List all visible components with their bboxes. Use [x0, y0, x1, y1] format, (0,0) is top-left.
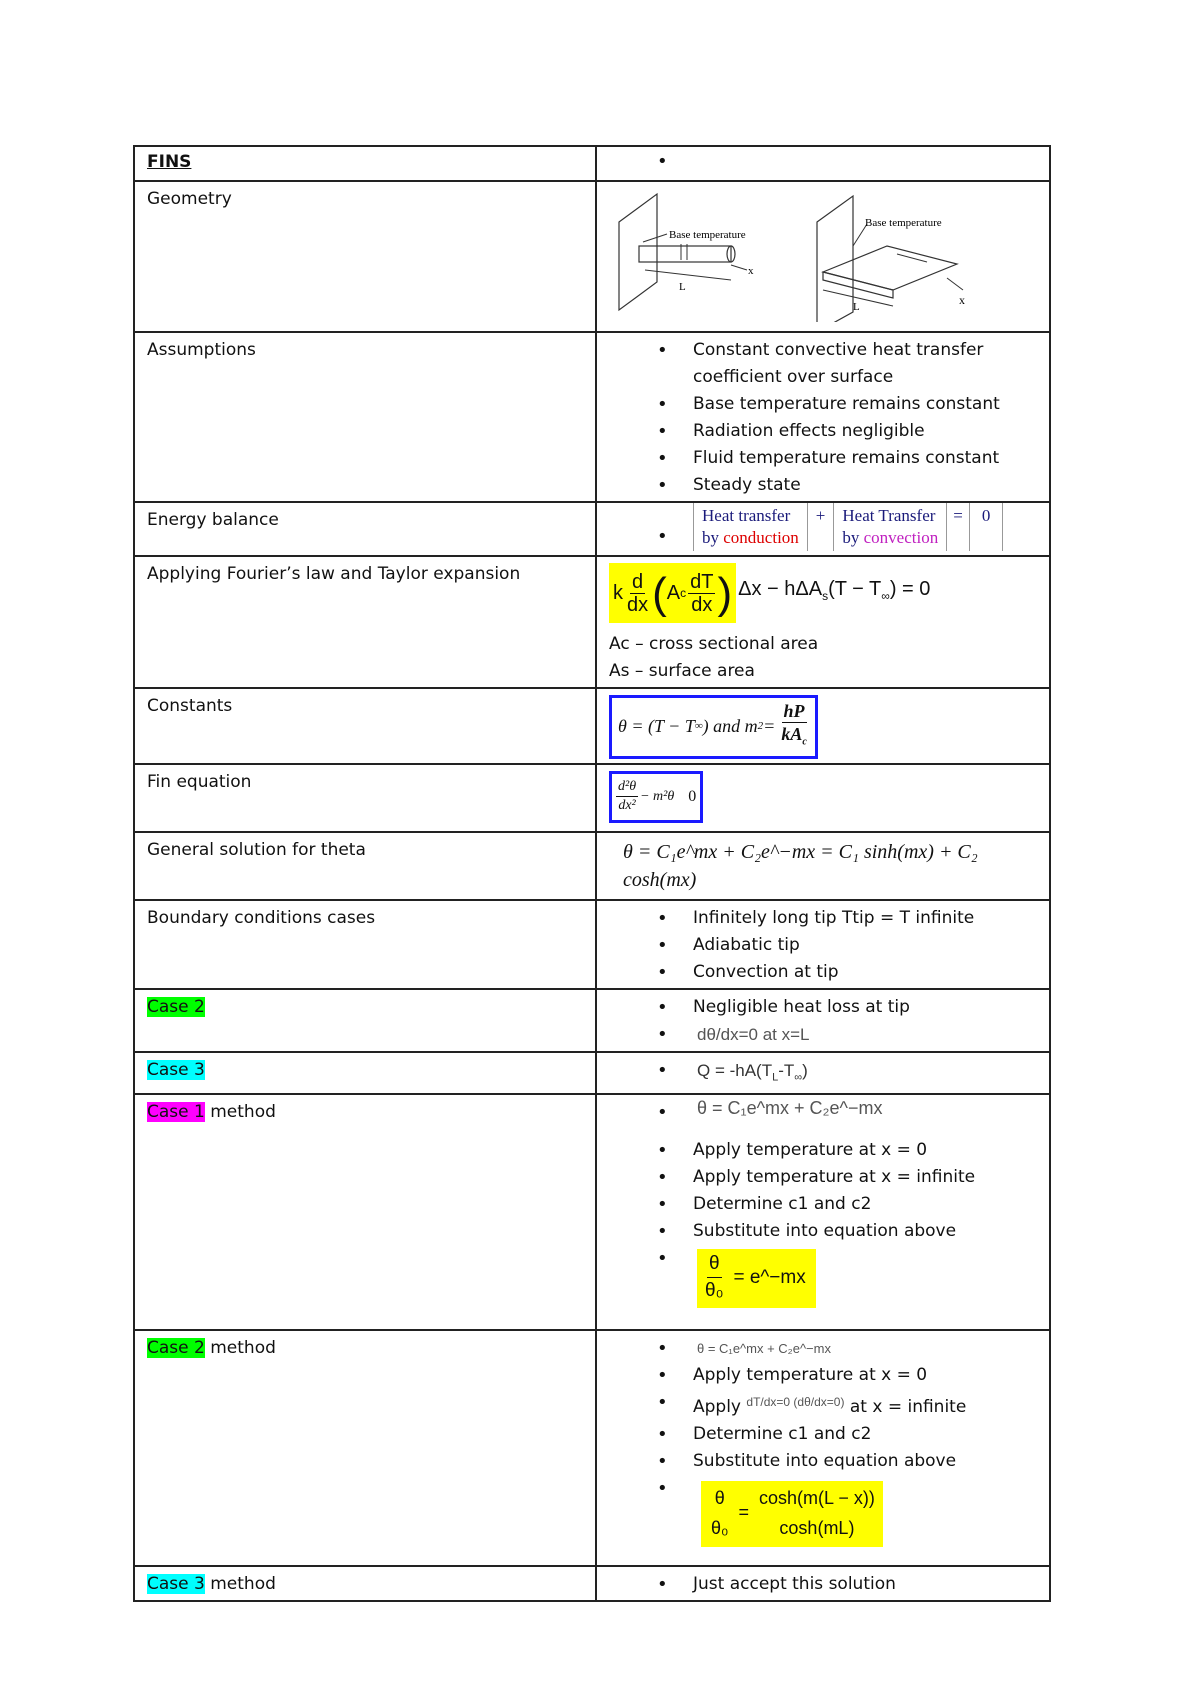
case3-minus-t: -T: [778, 1060, 795, 1080]
case1m-num: • θ: [707, 1251, 722, 1278]
list-item: • Determine c1 and c2: [657, 1421, 1041, 1448]
energy-eq-cell: [596, 502, 1050, 556]
energy-eq-box: [693, 503, 1003, 551]
fin-eq-label-cell: [134, 764, 596, 832]
case2-list-cell: [596, 989, 1050, 1052]
list-item: • Negligible heat loss at tip: [657, 994, 1041, 1021]
eq-dt: dT: [690, 570, 714, 593]
pin-fin-l-label: L: [679, 281, 686, 293]
bc-list: [609, 905, 1041, 986]
case1m-den: θ₀: [705, 1279, 724, 1301]
const-num: hP: [783, 701, 805, 721]
plate-fin-l-label: L: [853, 301, 860, 313]
eq-dx-2: dx: [691, 593, 713, 616]
bc-list-cell: [596, 900, 1050, 989]
list-item: • Just accept this solution: [657, 1571, 1041, 1598]
list-item: • Determine c1 and c2: [657, 1191, 1041, 1218]
list-item: [657, 1021, 1041, 1049]
energy-label-cell: [134, 502, 596, 556]
eq-dx: dx: [627, 593, 649, 616]
fin-eq-cell: [596, 764, 1050, 832]
case1m-label-cell: [134, 1094, 596, 1330]
case2m-top: cosh(m(L − x)): [759, 1487, 875, 1508]
eq-a: A: [666, 581, 681, 604]
list-item: • Steady state: [657, 472, 1041, 499]
fourier-equation: k $\frac{d}{dx}$ ( A c $\frac{dT}{dx}$ ) $\Delta x - h\Delta A_s(T - T_\infty) = 0$: [609, 563, 1041, 623]
fin-eq-rest: − m²θ: [640, 789, 675, 805]
eq-s-sub: s: [822, 589, 829, 603]
list-item: • Convection at tip: [657, 959, 1041, 986]
case2m-cell: [596, 1330, 1050, 1566]
fourier-label: Applying Fourier’s law and Taylor expansion: [147, 564, 521, 584]
case2-condition-image: dθ/dx=0 at x=L: [697, 1024, 810, 1044]
list-item: • Base temperature remains constant: [657, 391, 1041, 418]
title-cell: [134, 146, 596, 181]
eq-tail: (T − T: [828, 578, 882, 600]
convection-word: convection: [863, 528, 939, 547]
general-label-cell: [134, 832, 596, 900]
convection-term: [834, 503, 947, 551]
fins-notes-table: [133, 145, 1051, 1602]
pin-fin-x-label: x: [748, 265, 754, 277]
list-item: • Apply temperature at x = 0: [657, 1137, 1041, 1164]
fourier-eq-cell: [596, 556, 1050, 688]
geometry-label-cell: [134, 181, 596, 332]
plate-fin-wall: [817, 196, 853, 322]
constants-label: Constants: [147, 696, 233, 716]
bc-label: Boundary conditions cases: [147, 907, 376, 928]
const-and-m: ) and m: [702, 716, 758, 737]
case3-label: Case 3: [147, 1059, 205, 1080]
ac-note: Ac – cross sectional area: [609, 634, 819, 654]
case3m-label-cell: [134, 1566, 596, 1601]
eq-rest: Δx − hΔA: [738, 578, 823, 600]
fin-eq-num: d²θ: [616, 778, 638, 797]
case1-method-row: [134, 1094, 1050, 1330]
list-item: • Constant convective heat transfer coefficient over surface: [657, 337, 1041, 391]
list-item: • Apply temperature at x = 0: [657, 1362, 1041, 1389]
eq-end: ) = 0: [889, 578, 931, 600]
fin-eq-den: dx²: [618, 798, 636, 814]
assumptions-list: [609, 337, 1041, 499]
title-right-cell: [596, 146, 1050, 181]
fin-equation: [609, 771, 703, 823]
geometry-label: Geometry: [147, 189, 232, 209]
eq-c-sub: c: [680, 585, 687, 600]
bc-label-cell: [134, 900, 596, 989]
list-item: • Apply temperature at x = infinite: [657, 1164, 1041, 1191]
title-row: [134, 146, 1050, 181]
case2m-num: • θ: [714, 1487, 725, 1508]
case1m-label-rest: method: [204, 1101, 276, 1122]
general-label: General solution for theta: [147, 839, 366, 860]
const-den-sub: c: [802, 736, 807, 748]
plate-fin-base-label: Base temperature: [865, 217, 942, 229]
case2m-result: [701, 1481, 883, 1547]
eq-k: k: [613, 581, 623, 604]
case2m-list: [609, 1335, 1041, 1547]
list-item: [657, 1389, 1041, 1421]
case2m-label-cell: [134, 1330, 596, 1566]
convection-term-line1: Heat Transfer: [842, 506, 936, 525]
case1m-rhs: = e^−mx: [733, 1266, 806, 1288]
const-inf-sub: ∞: [694, 720, 703, 733]
const-eq: =: [763, 716, 776, 737]
constants-label-cell: [134, 688, 596, 764]
case1m-cell: [596, 1094, 1050, 1330]
case2m-label-rest: method: [204, 1337, 276, 1358]
case1m-result: [697, 1249, 816, 1308]
fin-eq-label: Fin equation: [147, 771, 252, 792]
case3-list: [609, 1057, 1041, 1091]
conduction-term-line1: Heat transfer: [702, 506, 791, 525]
case3-sub-inf: ∞: [794, 1070, 803, 1083]
assumptions-row: [134, 332, 1050, 502]
eq-inf-sub: ∞: [881, 589, 890, 603]
list-item: • Substitute into equation above: [657, 1218, 1041, 1245]
case3-label-cell: [134, 1052, 596, 1094]
list-item: • Infinitely long tip Ttip = T infinite: [657, 905, 1041, 932]
conduction-by: by: [702, 528, 719, 547]
case2-method-row: [134, 1330, 1050, 1566]
list-item: [657, 1475, 1041, 1547]
geometry-row: [134, 181, 1050, 332]
table-title: FINS: [147, 152, 192, 172]
fourier-row: [134, 556, 1050, 688]
case3-sub-l: L: [772, 1070, 779, 1083]
case3-close: ): [802, 1060, 808, 1080]
general-solution-row: [134, 832, 1050, 900]
pin-fin-drawing: [619, 194, 754, 310]
list-item: • Substitute into equation above: [657, 1448, 1041, 1475]
case2-row: [134, 989, 1050, 1052]
case3m-label-rest: method: [204, 1573, 276, 1594]
case2m-at-x: at x = infinite: [849, 1396, 967, 1417]
list-item: [657, 1099, 1041, 1137]
fin-eq-zero: 0: [688, 788, 697, 806]
plus-sign: +: [808, 503, 835, 551]
conduction-term: [694, 503, 808, 551]
fin-equation-row: [134, 764, 1050, 832]
case1m-list: [609, 1099, 1041, 1308]
plate-fin-x-axis: [947, 278, 963, 290]
case1m-top-equation: • θ = C₁e^mx + C₂e^−mx: [697, 1097, 883, 1118]
pin-fin-base-leader: [643, 234, 667, 242]
plate-fin-x-label: x: [959, 293, 965, 307]
list-item: • Adiabatic tip: [657, 932, 1041, 959]
case2m-bot: cosh(mL): [779, 1517, 855, 1538]
conduction-word: conduction: [723, 528, 799, 547]
energy-balance-row: [134, 502, 1050, 556]
as-note: As – surface area: [609, 661, 755, 681]
empty-bullet: [657, 151, 1041, 178]
case3-method-row: [134, 1566, 1050, 1601]
pin-fin-base-label: Base temperature: [669, 229, 746, 241]
case2m-eq: =: [738, 1502, 749, 1523]
assumptions-list-cell: [596, 332, 1050, 502]
case2-label-cell: [134, 989, 596, 1052]
list-item: [657, 1245, 1041, 1308]
case2m-top-equation: θ = C₁e^mx + C₂e^−mx: [697, 1340, 831, 1356]
case2m-derivative-image: dT/dx=0 (dθ/dx=0): [746, 1394, 845, 1409]
pin-fin-x-axis: [731, 265, 747, 270]
assumptions-label: Assumptions: [147, 340, 256, 360]
constants-eq-cell: [596, 688, 1050, 764]
case3m-label-highlight: Case 3: [147, 1573, 205, 1594]
list-item: [657, 1335, 1041, 1362]
constants-row: [134, 688, 1050, 764]
case2m-label-highlight: Case 2: [147, 1337, 205, 1358]
fin-geometry-figure: [597, 182, 1057, 322]
const-den: kA: [781, 724, 803, 744]
list-item: • Radiation effects negligible: [657, 418, 1041, 445]
list-item: • Fluid temperature remains constant: [657, 445, 1041, 472]
fourier-label-cell: [134, 556, 596, 688]
zero-term: 0: [970, 503, 1004, 551]
geometry-figure-cell: [596, 181, 1050, 332]
pin-fin-wall: [619, 194, 657, 310]
energy-label: Energy balance: [147, 510, 279, 530]
case2-list: [609, 994, 1041, 1049]
equals-sign: =: [947, 503, 970, 551]
pin-fin-l-dim: [645, 270, 731, 280]
case1m-label-highlight: Case 1: [147, 1101, 205, 1122]
const-sq: 2: [757, 720, 764, 733]
case2-label: Case 2: [147, 996, 205, 1017]
plate-fin-front: [823, 272, 893, 298]
case3-q: Q = -hA(T: [697, 1060, 773, 1080]
case3m-list: [609, 1571, 1041, 1598]
plate-fin-drawing: [817, 196, 965, 322]
case3m-cell: [596, 1566, 1050, 1601]
eq-d: d: [632, 570, 644, 593]
case3-condition-image: [693, 1060, 808, 1083]
list-item: [657, 1057, 1041, 1091]
plate-fin-top: [823, 246, 957, 290]
case3-cell: [596, 1052, 1050, 1094]
convection-by: by: [842, 528, 860, 547]
const-theta-def: θ = (T − T: [618, 716, 695, 737]
assumptions-label-cell: [134, 332, 596, 502]
general-equation: θ = C₁e^mx + C₂e^−mx = C₁ sinh(mx) + C₂ cosh(mx): [623, 840, 978, 891]
pin-fin-rod: [639, 246, 731, 262]
general-eq-cell: [596, 832, 1050, 900]
case3-row: [134, 1052, 1050, 1094]
boundary-conditions-row: [134, 900, 1050, 989]
case2m-apply: Apply: [693, 1396, 741, 1417]
energy-bullet: •: [657, 525, 668, 547]
case2m-den: θ₀: [711, 1517, 729, 1538]
constants-equation: [609, 695, 818, 759]
